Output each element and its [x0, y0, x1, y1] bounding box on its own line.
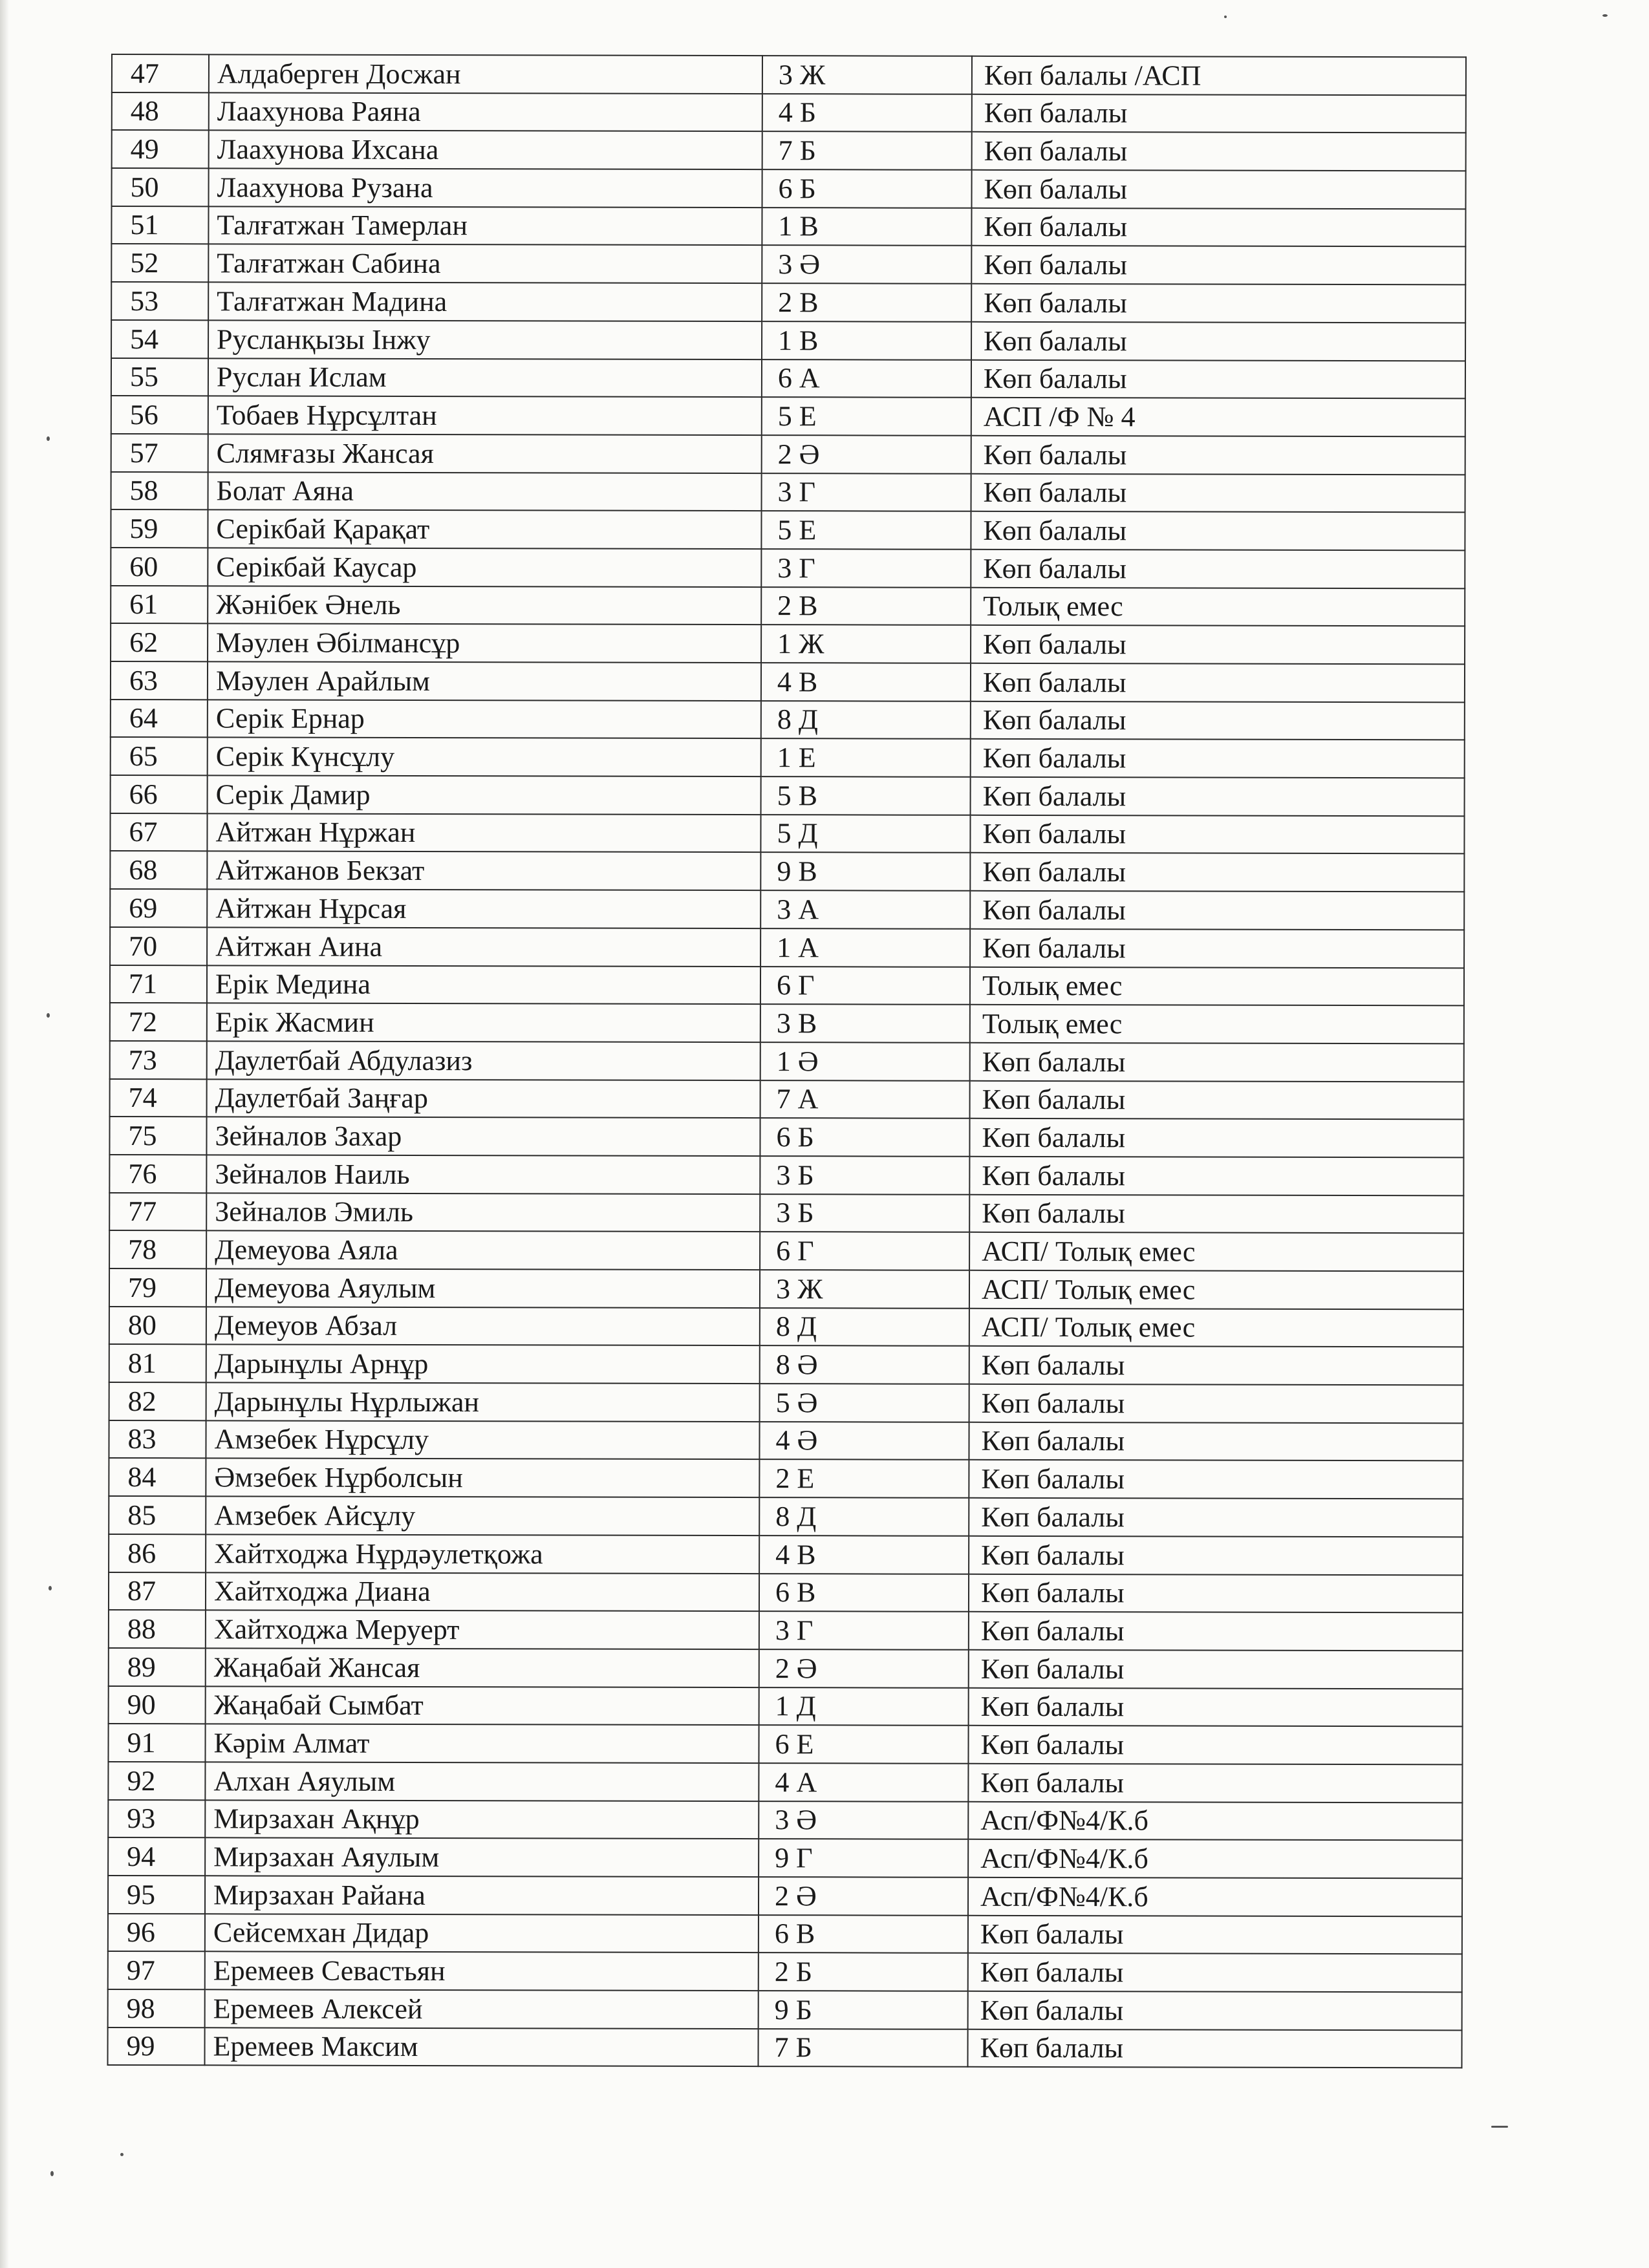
student-name: Мирзахан Райана: [205, 1876, 759, 1914]
table-row: [111, 358, 1465, 399]
student-name: Демеуова Аяла: [206, 1231, 760, 1270]
table-row: [111, 623, 1465, 664]
student-name: Айтжан Нұржан: [207, 813, 760, 852]
family-status: Көп балалы: [969, 1384, 1463, 1423]
row-number: 89: [109, 1648, 206, 1686]
family-status: Көп балалы: [968, 1764, 1462, 1803]
table-row: [110, 927, 1464, 968]
row-number: 81: [109, 1344, 206, 1382]
family-status: Көп балалы: [971, 550, 1465, 588]
student-name: Мирзахан Ақнұр: [205, 1800, 759, 1839]
table-row: [109, 1155, 1463, 1195]
student-name: Хайтходжа Диана: [206, 1572, 759, 1611]
row-number: 79: [109, 1268, 206, 1307]
row-number: 85: [109, 1496, 206, 1534]
row-number: 99: [107, 2027, 204, 2066]
class-grade: 8 Ә: [760, 1345, 969, 1384]
class-grade: 6 Е: [759, 1725, 968, 1763]
table-row: [110, 1041, 1464, 1082]
class-grade: 8 Д: [760, 1308, 969, 1346]
family-status: Көп балалы: [971, 777, 1465, 816]
table-row: [111, 396, 1465, 436]
table-row: [108, 1876, 1462, 1916]
class-grade: 5 Ә: [760, 1384, 969, 1422]
row-number: 56: [111, 396, 208, 434]
student-name: Мәулен Арайлым: [208, 661, 761, 700]
scan-speck: [47, 436, 50, 441]
row-number: 77: [109, 1193, 206, 1231]
family-status: Көп балалы: [969, 1574, 1463, 1612]
student-name: Талғатжан Сабина: [208, 244, 762, 283]
family-status: АСП /Ф № 4: [971, 398, 1465, 436]
family-status: Толық емес: [970, 967, 1464, 1005]
roster-body: [107, 54, 1466, 2068]
student-name: Серік Дамир: [208, 775, 761, 814]
student-name: Еремеев Севастьян: [205, 1952, 759, 1991]
family-status: Көп балалы: [972, 170, 1466, 209]
student-name: Серікбай Қарақат: [208, 510, 761, 549]
family-status: АСП/ Толық емес: [969, 1308, 1463, 1347]
row-number: 59: [111, 509, 208, 548]
class-grade: 1 Ж: [761, 625, 971, 663]
student-name: Жаңабай Жансая: [206, 1648, 759, 1687]
student-name: Сейсемхан Дидар: [205, 1914, 759, 1952]
table-row: [109, 1610, 1463, 1651]
row-number: 94: [108, 1837, 205, 1876]
scan-speck: [50, 2171, 54, 2176]
student-name: Зейналов Захар: [206, 1117, 760, 1156]
class-grade: 1 Д: [759, 1687, 969, 1726]
student-name: Даулетбай Абдулазиз: [207, 1041, 760, 1080]
family-status: Көп балалы: [971, 739, 1465, 778]
row-number: 95: [108, 1876, 205, 1914]
class-grade: 2 Б: [759, 1952, 968, 1991]
class-grade: 3 А: [760, 890, 970, 928]
table-row: [111, 661, 1465, 702]
class-grade: 7 Б: [758, 2029, 967, 2067]
scan-speck: [48, 1586, 52, 1590]
family-status: Көп балалы /АСП: [972, 56, 1466, 95]
family-status: Көп балалы: [968, 1726, 1462, 1764]
family-status: Көп балалы: [971, 625, 1465, 664]
class-grade: 3 Б: [760, 1194, 969, 1232]
class-grade: 2 В: [761, 587, 971, 625]
family-status: Көп балалы: [971, 436, 1465, 475]
row-number: 61: [111, 586, 208, 624]
student-name: Жаңабай Сымбат: [206, 1686, 759, 1725]
row-number: 74: [110, 1079, 207, 1117]
student-name: Зейналов Эмиль: [206, 1193, 760, 1232]
class-grade: 6 Б: [760, 1118, 969, 1156]
class-grade: 3 Ә: [762, 246, 971, 284]
row-number: 70: [110, 927, 207, 965]
table-row: [109, 1382, 1463, 1423]
table-row: [111, 244, 1465, 284]
table-row: [109, 1344, 1463, 1385]
table-row: [110, 851, 1464, 892]
row-number: 97: [108, 1951, 205, 1989]
family-status: Көп балалы: [969, 1687, 1463, 1726]
family-status: Көп балалы: [969, 1118, 1463, 1157]
table-row: [111, 434, 1465, 475]
class-grade: 1 Ә: [760, 1042, 970, 1080]
student-name: Айтжан Аина: [207, 927, 760, 966]
student-name: Мирзахан Аяулым: [205, 1838, 759, 1877]
student-name: Хайтходжа Меруерт: [206, 1610, 759, 1649]
table-row: [109, 1458, 1463, 1499]
student-name: Русланқызы Інжу: [208, 320, 762, 359]
table-row: [110, 965, 1464, 1005]
student-name: Ерік Жасмин: [207, 1003, 760, 1042]
scan-edge-shadow: [0, 0, 9, 2268]
row-number: 65: [111, 737, 208, 775]
row-number: 51: [111, 206, 208, 244]
family-status: Көп балалы: [967, 2029, 1461, 2068]
table-row: [108, 1951, 1462, 1992]
row-number: 55: [111, 358, 208, 396]
student-name: Айтжан Нұрсая: [207, 889, 760, 928]
student-name: Демеуов Абзал: [206, 1307, 760, 1345]
scan-speck: [47, 1013, 50, 1018]
family-status: Көп балалы: [970, 1080, 1464, 1119]
family-status: Көп балалы: [971, 359, 1465, 398]
student-name: Зейналов Наиль: [206, 1155, 760, 1193]
student-name: Еремеев Алексей: [205, 1989, 759, 2028]
table-row: [112, 130, 1466, 171]
row-number: 91: [108, 1724, 205, 1762]
row-number: 48: [112, 92, 209, 131]
class-grade: 2 Ә: [759, 1877, 968, 1915]
row-number: 50: [112, 168, 209, 206]
class-grade: 1 В: [762, 321, 971, 359]
family-status: Көп балалы: [969, 1157, 1463, 1195]
row-number: 67: [110, 813, 207, 851]
row-number: 49: [112, 130, 209, 168]
row-number: 69: [110, 889, 207, 927]
student-name: Алдаберген Досжан: [209, 54, 762, 93]
table-row: [111, 320, 1465, 361]
family-status: Көп балалы: [969, 1650, 1463, 1689]
scan-speck: [1224, 16, 1227, 18]
family-status: Көп балалы: [971, 511, 1465, 550]
table-row: [109, 1420, 1463, 1461]
class-grade: 5 В: [761, 776, 971, 815]
row-number: 57: [111, 434, 208, 472]
table-row: [109, 1230, 1463, 1271]
row-number: 53: [111, 282, 208, 320]
student-roster-table: [107, 54, 1467, 2069]
table-row: [108, 1989, 1462, 2030]
family-status: Асп/Ф№4/К.б: [968, 1878, 1462, 1916]
class-grade: 6 В: [759, 1915, 968, 1953]
class-grade: 3 Г: [761, 549, 971, 587]
class-grade: 3 Г: [762, 473, 971, 511]
table-row: [111, 472, 1465, 513]
row-number: 68: [110, 851, 207, 889]
class-grade: 9 В: [760, 853, 970, 891]
table-row: [109, 1307, 1463, 1347]
table-row: [111, 586, 1465, 626]
student-name: Амзебек Айсұлу: [206, 1496, 759, 1535]
row-number: 84: [109, 1458, 206, 1496]
family-status: Көп балалы: [971, 246, 1465, 284]
row-number: 76: [109, 1155, 206, 1193]
family-status: Көп балалы: [969, 1536, 1463, 1575]
row-number: 64: [111, 700, 208, 738]
class-grade: 3 В: [760, 1004, 970, 1042]
row-number: 47: [112, 54, 209, 92]
student-name: Жәнібек Әнель: [208, 586, 761, 625]
class-grade: 6 В: [759, 1574, 969, 1612]
table-row: [111, 206, 1465, 247]
family-status: Көп балалы: [970, 1043, 1464, 1082]
class-grade: 9 Б: [759, 1991, 968, 2029]
table-row: [109, 1496, 1463, 1537]
class-grade: 7 А: [760, 1080, 970, 1118]
student-name: Талғатжан Мадина: [208, 282, 762, 321]
row-number: 71: [110, 965, 207, 1003]
student-name: Слямғазы Жансая: [208, 434, 762, 473]
row-number: 72: [110, 1003, 207, 1041]
class-grade: 1 А: [760, 928, 970, 967]
family-status: Көп балалы: [969, 1422, 1463, 1461]
student-name: Дарынұлы Арнұр: [206, 1345, 760, 1384]
class-grade: 2 Ә: [759, 1649, 969, 1687]
class-grade: 4 Ә: [759, 1422, 969, 1460]
family-status: Көп балалы: [972, 132, 1466, 171]
table-row: [111, 700, 1465, 740]
class-grade: 5 Д: [760, 815, 970, 853]
table-row: [112, 168, 1466, 209]
student-name: Еремеев Максим: [204, 2027, 758, 2066]
table-row: [109, 1686, 1463, 1727]
family-status: Көп балалы: [970, 853, 1464, 892]
table-row: [112, 54, 1466, 95]
family-status: Көп балалы: [969, 1612, 1463, 1651]
family-status: Көп балалы: [969, 1346, 1463, 1385]
table-row: [109, 1648, 1463, 1689]
table-row: [108, 1800, 1462, 1841]
student-name: Лаахунова Рузана: [209, 168, 762, 207]
class-grade: 4 В: [759, 1535, 969, 1574]
table-row: [108, 1837, 1462, 1878]
student-name: Даулетбай Заңғар: [207, 1079, 760, 1118]
table-row: [111, 775, 1465, 816]
row-number: 90: [109, 1686, 206, 1724]
class-grade: 3 Ж: [762, 56, 972, 94]
class-grade: 8 Д: [759, 1497, 969, 1535]
row-number: 60: [111, 548, 208, 586]
family-status: Көп балалы: [971, 284, 1465, 323]
student-name: Талғатжан Тамерлан: [208, 206, 762, 245]
family-status: Көп балалы: [970, 929, 1464, 968]
table-row: [110, 889, 1464, 930]
table-row: [108, 1914, 1462, 1954]
class-grade: 4 Б: [762, 94, 972, 132]
student-name: Дарынұлы Нұрлыжан: [206, 1382, 760, 1421]
class-grade: 3 Ә: [759, 1801, 968, 1839]
family-status: Көп балалы: [969, 1194, 1463, 1233]
class-grade: 6 Б: [762, 169, 972, 208]
row-number: 98: [108, 1989, 205, 2027]
scan-speck: [1602, 14, 1608, 17]
student-name: Руслан Ислам: [208, 358, 762, 397]
row-number: 80: [109, 1307, 206, 1345]
row-number: 73: [110, 1041, 207, 1079]
class-grade: 6 Г: [760, 967, 970, 1005]
family-status: Көп балалы: [971, 208, 1465, 247]
family-status: АСП/ Толық емес: [969, 1270, 1463, 1309]
family-status: Көп балалы: [968, 1915, 1462, 1954]
table-row: [109, 1193, 1463, 1234]
student-name: Әмзебек Нұрболсын: [206, 1459, 759, 1497]
class-grade: 5 Е: [761, 511, 971, 549]
class-grade: 4 А: [759, 1763, 968, 1801]
row-number: 78: [109, 1230, 206, 1268]
row-number: 52: [111, 244, 208, 282]
class-grade: 8 Д: [761, 701, 971, 739]
student-name: Лаахунова Раяна: [209, 92, 762, 131]
table-row: [110, 1003, 1464, 1043]
class-grade: 4 В: [761, 663, 971, 701]
class-grade: 2 Ә: [762, 435, 971, 473]
table-row: [110, 813, 1464, 854]
student-name: Демеуова Аяулым: [206, 1268, 760, 1307]
student-name: Серікбай Каусар: [208, 548, 761, 586]
family-status: Көп балалы: [970, 891, 1464, 930]
class-grade: 3 Ж: [760, 1270, 969, 1308]
student-name: Ерік Медина: [207, 965, 760, 1004]
student-name: Айтжанов Бекзат: [207, 851, 760, 890]
student-name: Амзебек Нұрсұлу: [206, 1420, 759, 1459]
family-status: Көп балалы: [969, 1460, 1463, 1499]
table-row: [111, 282, 1465, 323]
family-status: Көп балалы: [971, 322, 1465, 361]
class-grade: 3 Б: [760, 1156, 969, 1194]
table-row: [108, 1724, 1462, 1764]
table-row: [111, 737, 1465, 778]
table-row: [109, 1572, 1463, 1612]
family-status: Көп балалы: [969, 1498, 1463, 1537]
class-grade: 5 Е: [762, 397, 971, 435]
table-row: [111, 548, 1465, 588]
family-status: Көп балалы: [968, 1991, 1462, 2030]
student-name: Тобаев Нұрсұлтан: [208, 396, 762, 435]
scan-speck: [120, 2153, 124, 2156]
family-status: Көп балалы: [972, 94, 1466, 133]
row-number: 87: [109, 1572, 206, 1610]
scan-speck: [1491, 2126, 1508, 2128]
class-grade: 2 Е: [759, 1460, 969, 1498]
row-number: 93: [108, 1800, 205, 1838]
row-number: 88: [109, 1610, 206, 1648]
student-name: Мәулен Әбілмансұр: [208, 624, 761, 663]
family-status: АСП/ Толық емес: [969, 1232, 1463, 1271]
row-number: 82: [109, 1382, 206, 1420]
row-number: 96: [108, 1914, 205, 1952]
row-number: 63: [111, 661, 208, 700]
class-grade: 1 В: [762, 208, 971, 246]
row-number: 92: [108, 1762, 205, 1800]
family-status: Толық емес: [970, 1005, 1464, 1043]
family-status: Көп балалы: [971, 473, 1465, 512]
row-number: 58: [111, 472, 208, 510]
table-row: [112, 92, 1466, 133]
class-grade: 9 Г: [759, 1839, 968, 1877]
student-name: Серік Ернар: [208, 700, 761, 738]
table-row: [110, 1079, 1464, 1120]
student-name: Болат Аяна: [208, 472, 762, 511]
student-name: Кәрім Алмат: [205, 1724, 759, 1763]
row-number: 86: [109, 1534, 206, 1572]
table-row: [111, 509, 1465, 550]
student-name: Хайтходжа Нұрдәулетқожа: [206, 1534, 759, 1573]
student-name: Серік Күнсұлу: [208, 738, 761, 776]
class-grade: 3 Г: [759, 1611, 969, 1649]
family-status: Толық емес: [971, 587, 1465, 626]
table-row: [109, 1534, 1463, 1575]
row-number: 66: [111, 775, 208, 813]
class-grade: 2 В: [762, 283, 971, 321]
row-number: 62: [111, 623, 208, 661]
family-status: Көп балалы: [971, 701, 1465, 740]
row-number: 54: [111, 320, 208, 358]
row-number: 83: [109, 1420, 206, 1459]
class-grade: 6 Г: [760, 1232, 969, 1270]
student-name: Алхан Аяулым: [205, 1762, 759, 1801]
row-number: 75: [109, 1117, 206, 1155]
table-row: [109, 1268, 1463, 1309]
table-row: [108, 1762, 1462, 1803]
class-grade: 1 Е: [761, 738, 971, 776]
family-status: Көп балалы: [971, 663, 1465, 702]
class-grade: 7 Б: [762, 131, 972, 169]
class-grade: 6 А: [762, 359, 971, 398]
family-status: Көп балалы: [970, 815, 1464, 854]
family-status: Асп/Ф№4/К.б: [968, 1839, 1462, 1878]
family-status: Көп балалы: [968, 1953, 1462, 1992]
family-status: Асп/Ф№4/К.б: [968, 1801, 1462, 1840]
table-row: [109, 1117, 1463, 1157]
table-row: [107, 2027, 1461, 2068]
student-name: Лаахунова Ихсана: [209, 131, 762, 169]
